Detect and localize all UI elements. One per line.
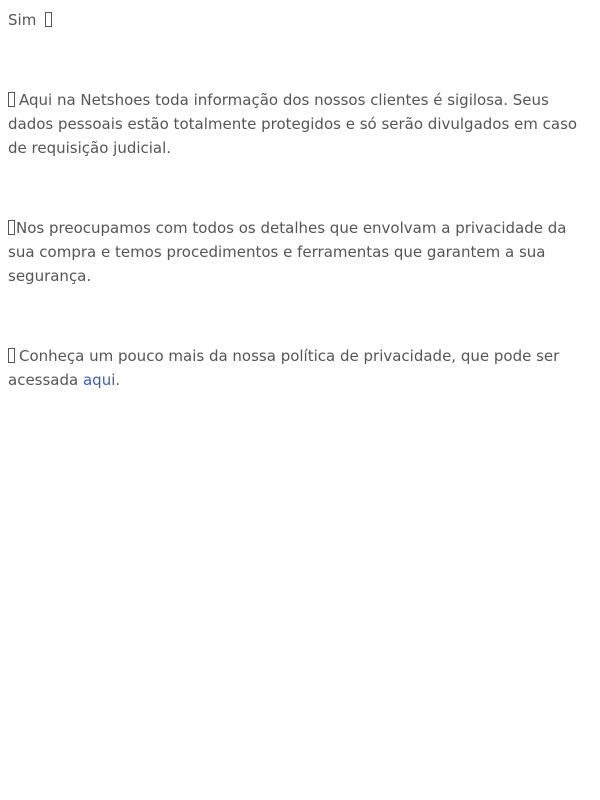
paragraph-text: Aqui na Netshoes toda informação dos nossos clientes é sigilosa. Seus dados pessoais estão totalmente protegidos e só serão divulgados em caso de requisição judicial. (8, 91, 578, 157)
paragraph-suffix: . (115, 371, 121, 389)
answer-heading-text: Sim (8, 11, 37, 29)
missing-glyph-icon (8, 348, 15, 363)
answer-heading (8, 8, 592, 32)
faq-answer (0, 0, 600, 392)
missing-glyph-icon (8, 92, 15, 107)
missing-glyph-icon (45, 12, 52, 27)
privacy-paragraph-policy (8, 344, 592, 392)
privacy-paragraph-security (8, 216, 592, 288)
paragraph-text: Conheça um pouco mais da nossa política de privacidade, que pode ser acessada (8, 347, 560, 389)
paragraph-text: Nos preocupamos com todos os detalhes que envolvam a privacidade da sua compra e temos procedimentos e ferramentas que garantem a sua segurança. (8, 219, 567, 285)
privacy-policy-link[interactable]: aqui (82, 371, 116, 389)
privacy-paragraph-confidential (8, 88, 592, 160)
missing-glyph-icon (8, 220, 15, 235)
